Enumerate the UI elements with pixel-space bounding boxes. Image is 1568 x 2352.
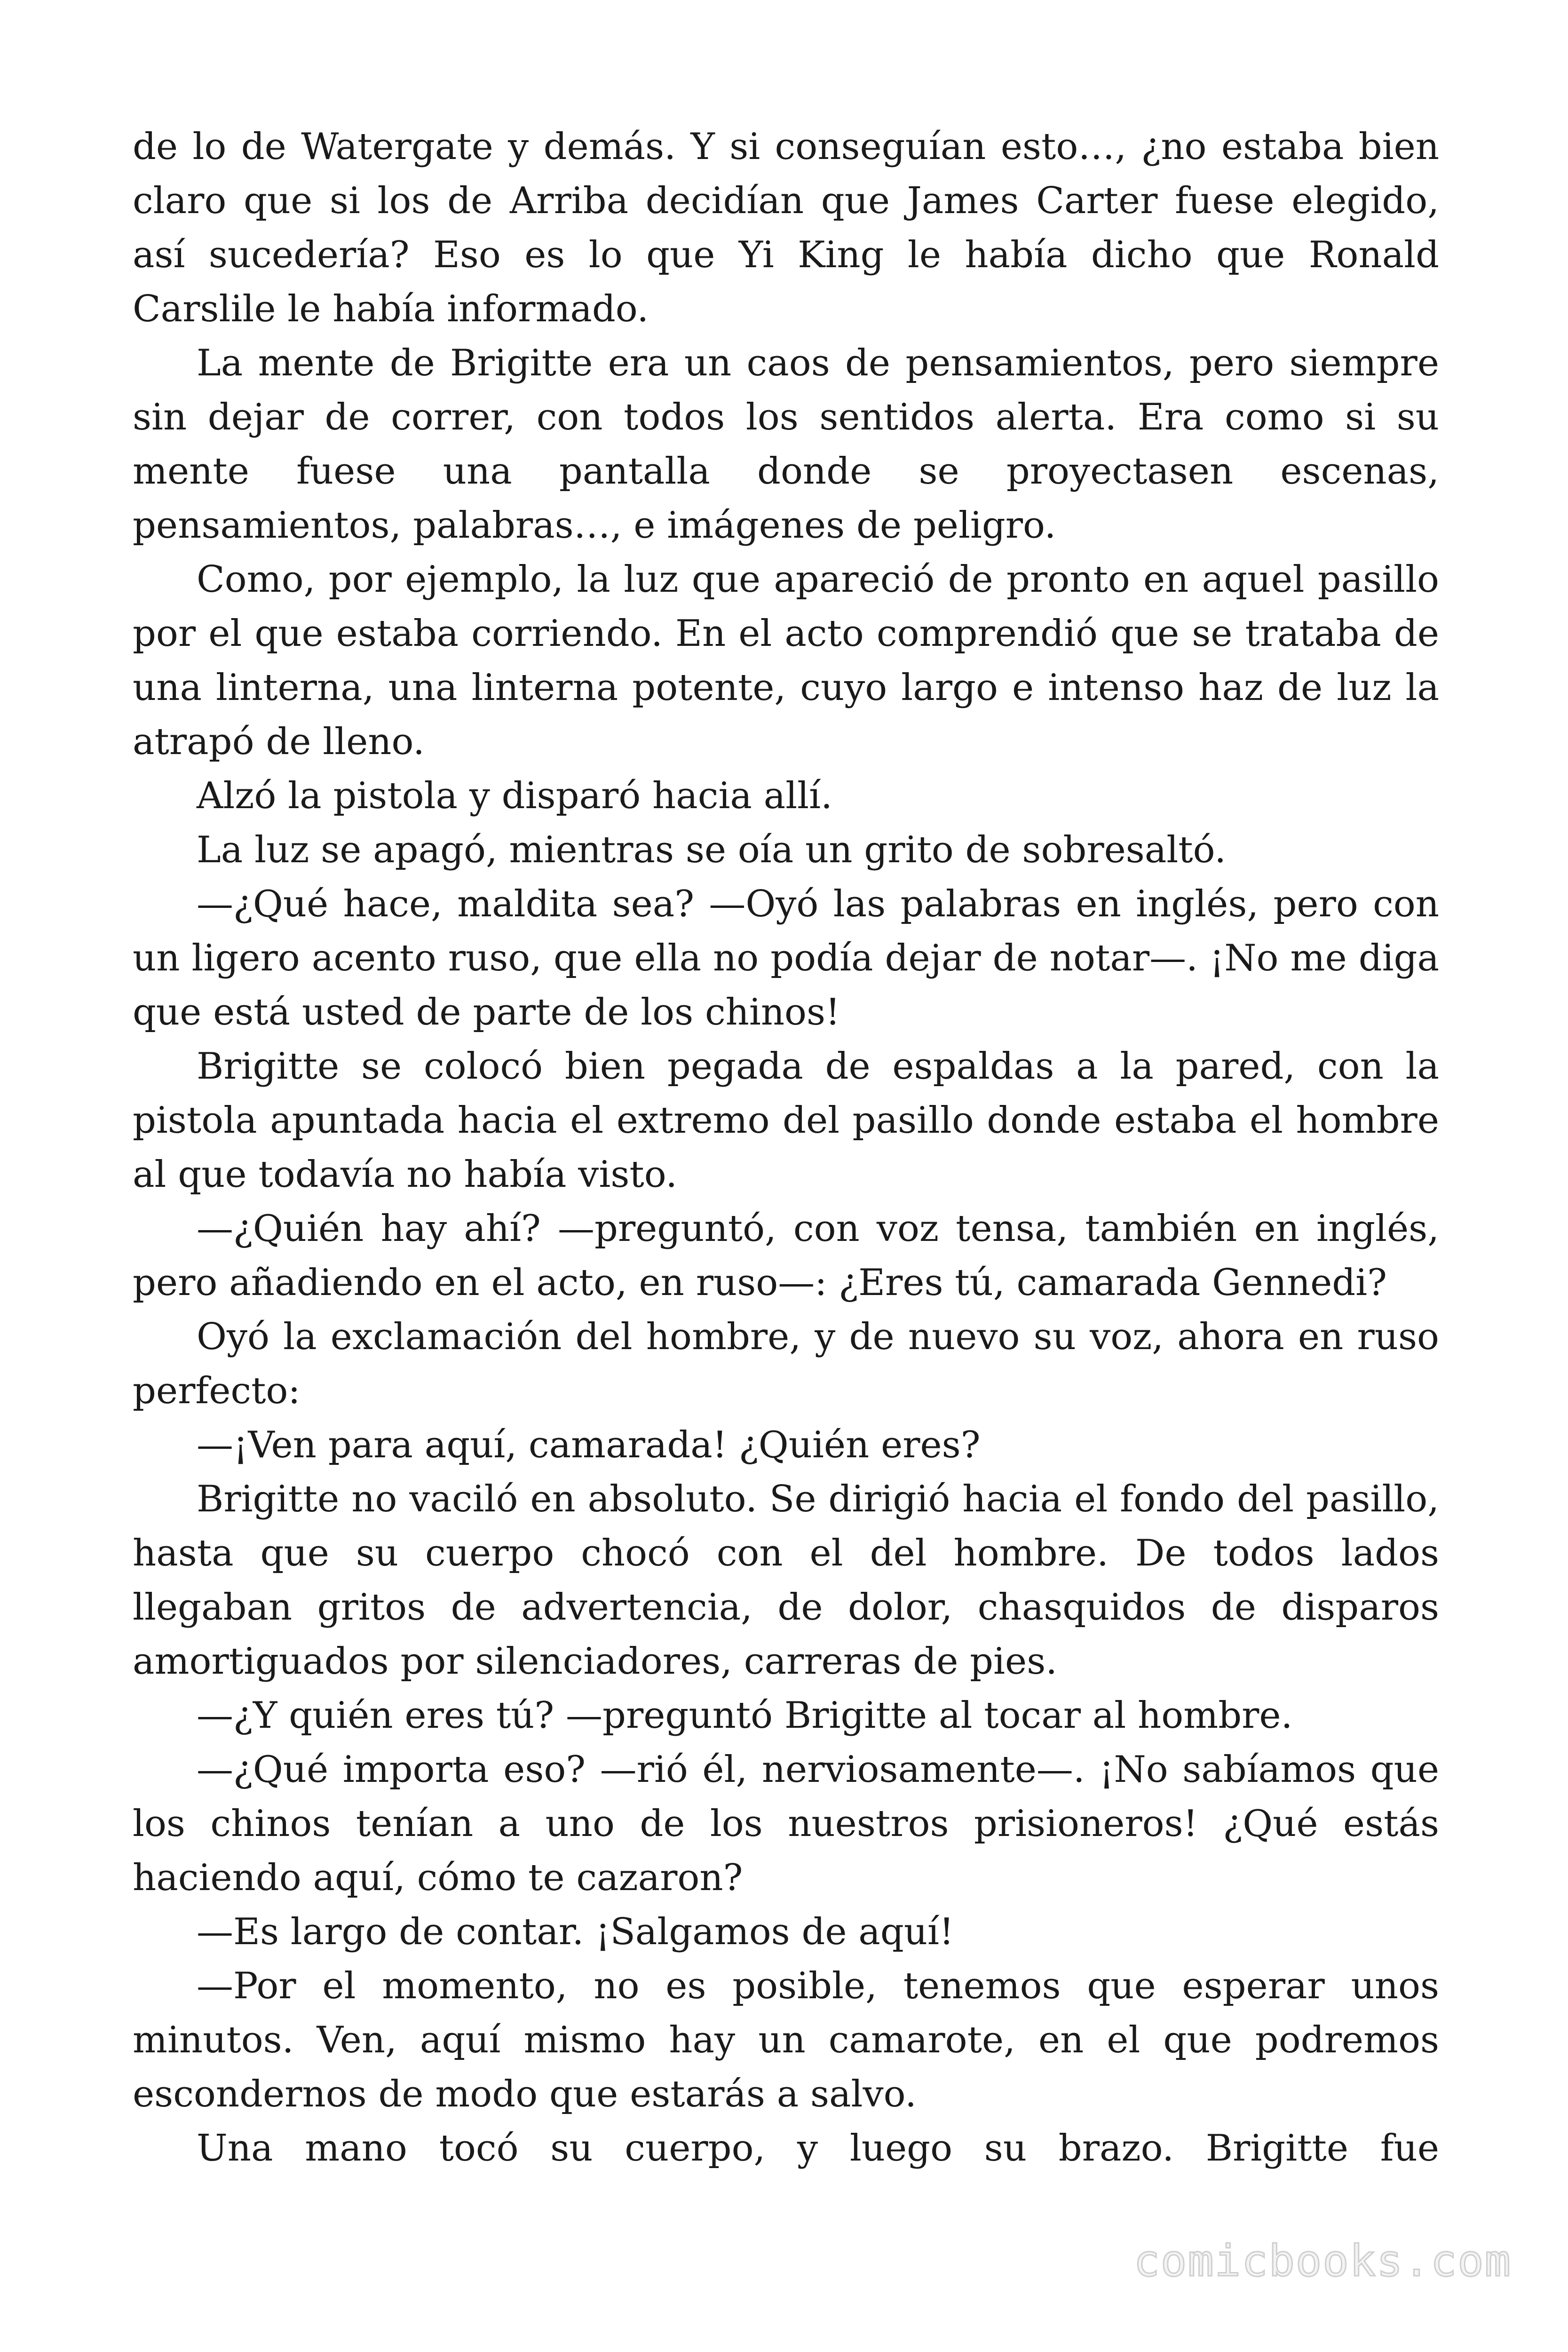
paragraph: Brigitte se colocó bien pegada de espaldas a la pared, con la pistola apuntada hacia el extremo del pasillo donde estaba el hombre al que todavía no había visto. bbox=[133, 1045, 1439, 1196]
paragraph: Oyó la exclamación del hombre, y de nuevo su voz, ahora en ruso perfecto: bbox=[133, 1316, 1439, 1412]
book-page bbox=[133, 120, 1439, 2176]
paragraph: —Es largo de contar. ¡Salgamos de aquí! bbox=[197, 1911, 954, 1953]
paragraph: Alzó la pistola y disparó hacia allí. bbox=[197, 775, 832, 817]
paragraph: —Por el momento, no es posible, tenemos que esperar unos minutos. Ven, aquí mismo hay un camarote, en el que podremos escondernos de modo que estarás a salvo. bbox=[133, 1965, 1439, 2115]
paragraph: La luz se apagó, mientras se oía un grito de sobresaltó. bbox=[197, 829, 1226, 871]
paragraph: de lo de Watergate y demás. Y si conseguían esto…, ¿no estaba bien claro que si los de Arriba decidían que James Carter fuese elegido, así sucedería? Eso es lo que Yi King le había dicho que Ronald Carslile le había informado. bbox=[133, 126, 1439, 330]
paragraph: La mente de Brigitte era un caos de pensamientos, pero siempre sin dejar de correr, con todos los sentidos alerta. Era como si su mente fuese una pantalla donde se proyectasen escenas, pensamientos, palabras…, e imágenes de peligro. bbox=[133, 342, 1439, 547]
paragraph: —¿Quién hay ahí? —preguntó, con voz tensa, también en inglés, pero añadiendo en el acto, en ruso—: ¿Eres tú, camarada Gennedi? bbox=[133, 1208, 1439, 1304]
watermark: comicbooks.com bbox=[1133, 2236, 1512, 2286]
paragraph: —¿Qué hace, maldita sea? —Oyó las palabras en inglés, pero con un ligero acento ruso, que ella no podía dejar de notar—. ¡No me diga que está usted de parte de los chinos! bbox=[133, 883, 1439, 1033]
paragraph: Brigitte no vaciló en absoluto. Se dirigió hacia el fondo del pasillo, hasta que su cuerpo chocó con el del hombre. De todos lados llegaban gritos de advertencia, de dolor, chasquidos de disparos amortiguados por silenciadores, carreras de pies. bbox=[133, 1478, 1439, 1683]
paragraph: —¿Y quién eres tú? —preguntó Brigitte al tocar al hombre. bbox=[197, 1694, 1293, 1737]
paragraph: —¡Ven para aquí, camarada! ¿Quién eres? bbox=[197, 1424, 981, 1466]
paragraph: —¿Qué importa eso? —rió él, nerviosamente—. ¡No sabíamos que los chinos tenían a uno de los nuestros prisioneros! ¿Qué estás haciendo aquí, cómo te cazaron? bbox=[133, 1748, 1439, 1899]
paragraph: Una mano tocó su cuerpo, y luego su brazo. Brigitte fue bbox=[197, 2127, 1439, 2169]
paragraph: Como, por ejemplo, la luz que apareció de pronto en aquel pasillo por el que estaba corriendo. En el acto comprendió que se trataba de una linterna, una linterna potente, cuyo largo e intenso haz de luz la atrapó de lleno. bbox=[133, 558, 1439, 763]
